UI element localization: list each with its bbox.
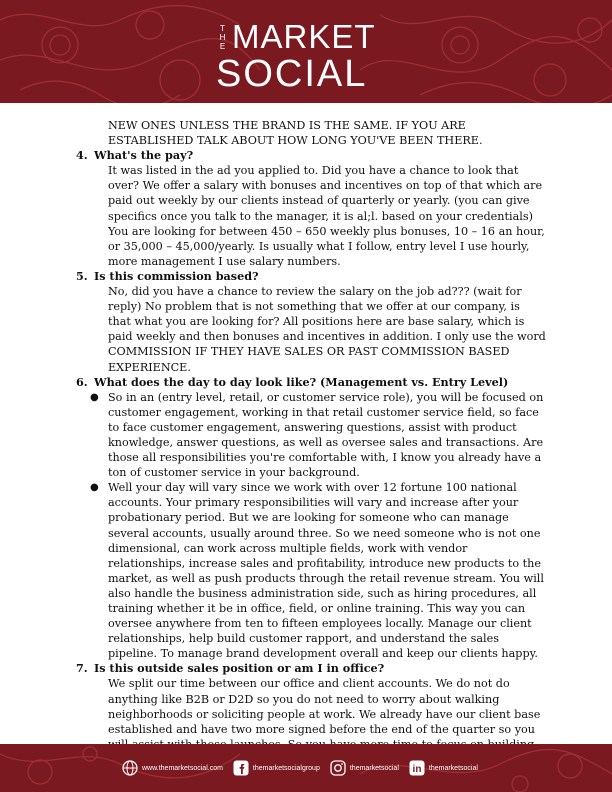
- question-4-heading: [76, 148, 546, 163]
- instagram-icon: [330, 760, 346, 776]
- question-6-bullets: [76, 390, 546, 662]
- question-7-heading: [76, 661, 546, 676]
- facebook-link[interactable]: themarketsocialgroup: [252, 764, 320, 772]
- linkedin-icon: [409, 760, 425, 776]
- continuation-text: NEW ONES UNLESS THE BRAND IS THE SAME. IF YOU ARE ESTABLISHED TALK ABOUT HOW LONG YOU'VE BEEN THERE.: [108, 119, 483, 148]
- question-title: Is this outside sales position or am I in office?: [94, 661, 385, 676]
- question-number: 5.: [76, 268, 88, 283]
- question-7-answer: We split our time between our office and client accounts. We do not do anything like B2B or D2D so you do not need to worry about walking neighborhoods or soliciting people at work. We already have our client base established and have two more signed before the end of the quarter so you: [108, 677, 541, 736]
- social-links: [122, 758, 488, 778]
- page-footer: [0, 744, 612, 792]
- document-body: [76, 118, 546, 767]
- question-number: 6.: [76, 374, 88, 389]
- question-number: 7.: [76, 661, 88, 676]
- brand-logo: [212, 14, 402, 94]
- logo-social: SOCIAL: [216, 53, 368, 95]
- bullet-text: Well your day will vary since we work with over 12 fortune 100 national accounts. Your primary responsibilities will vary and increase after your probationary period. But we are looking for someone who can manage several accounts, usually around three. So we need someone who is not one dimensional, can work across multiple fields, work with vendor relationships, increase sales and profitability, introduce new products to the market, as well as push products through the retail revenue stream. You will also handle the business administration side, such as hiring procedures, all training whether it be in office, field, or online training. This way you can oversee anywhere from ten to fifteen employees locally. Manage our client relationships, help build customer rapport, and understand the sales pipeline. To manage brand development overall and keep our clients happy.: [108, 481, 544, 661]
- bullet-icon: ●: [90, 391, 99, 403]
- question-title: Is this commission based?: [94, 268, 259, 283]
- list-item: [76, 480, 546, 661]
- question-title: What does the day to day look like? (Management vs. Entry Level): [94, 374, 509, 389]
- question-4-answer: It was listed in the ad you applied to. Did you have a chance to look that over? We offer a salary with bonuses and incentives on top of that which are paid out weekly by our clients instead of quarterly or yearly. (you can give specifics once you talk to the manager, it is al;l. based on your credentials) You are looking for between 450 – 650 weekly plus bonuses, 10 – 16 an hour, or 35,000 – 45,000/yearly. Is usually what I follow, entry level I use hourly, more management I use salary numbers.: [108, 164, 545, 268]
- question-number: 4.: [76, 148, 88, 163]
- list-item: [76, 390, 546, 481]
- instagram-link[interactable]: themarketsocial: [349, 764, 399, 772]
- linkedin-link[interactable]: themarketsocial: [428, 764, 478, 772]
- bullet-text: So in an (entry level, retail, or customer service role), you will be focused on customer engagement, working in that retail customer service field, so face to face customer engagement, answering questions, assist with product knowledge, answer questions, as well as oversee sales and transactions. Are those all responsibilities you're comfortable with, I know you already have a ton of customer service in your background.: [108, 390, 544, 480]
- question-5-answer: No, did you have a chance to review the salary on the job ad??? (wait for reply) No problem that is not something that we offer at our company, is that what you are looking for? All positions here are base salary, which is paid weekly and then bonuses and incentives in addition. I only use the word COMMISSION IF THEY HAVE SALES OR PAST COMMISSION BASED EXPERIENCE.: [108, 285, 546, 374]
- question-5-heading: [76, 269, 546, 284]
- page-header: [0, 0, 612, 103]
- facebook-icon: [233, 760, 249, 776]
- question-6-heading: [76, 375, 546, 390]
- website-link[interactable]: www.themarketsocial.com: [142, 764, 223, 772]
- question-title: What's the pay?: [94, 148, 194, 163]
- linkedin-glyph: in: [412, 764, 422, 775]
- logo-the: THE: [218, 24, 227, 51]
- logo-market: MARKET: [232, 18, 376, 55]
- globe-icon: [122, 760, 138, 776]
- bullet-icon: ●: [90, 482, 99, 494]
